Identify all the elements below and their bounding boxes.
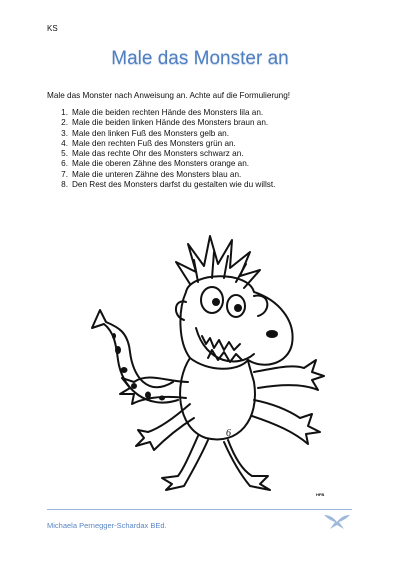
- task-text: Male die beiden linken Hände des Monsters braun an.: [72, 118, 269, 128]
- header-initials: KS: [47, 24, 58, 33]
- task-text: Male die unteren Zähne des Monsters blau an.: [72, 169, 242, 179]
- task-item: [47, 108, 275, 118]
- monster-upper-teeth: [202, 336, 240, 350]
- task-number: 6.: [61, 159, 68, 169]
- task-item: [47, 159, 275, 169]
- task-text: Male den linken Fuß des Monsters gelb an.: [72, 128, 230, 138]
- monster-eye-left: [201, 287, 223, 313]
- illustrator-signature: HFB: [316, 492, 325, 497]
- task-item: [47, 139, 275, 149]
- monster-illustration: [78, 232, 328, 494]
- task-number: 4.: [61, 138, 68, 148]
- task-text: Den Rest des Monsters darfst du gestalten wie du willst.: [72, 180, 276, 190]
- task-text: Male das rechte Ohr des Monsters schwarz an.: [72, 149, 244, 159]
- task-item: [47, 180, 275, 190]
- monster-hair: [176, 236, 260, 288]
- task-number: 3.: [61, 128, 68, 138]
- task-number: 7.: [61, 169, 68, 179]
- task-item: [47, 149, 275, 159]
- belly-number: 6: [226, 428, 231, 439]
- task-number: 1.: [61, 108, 68, 117]
- monster-mouth: [196, 328, 254, 361]
- task-text: Male die oberen Zähne des Monsters orange an.: [72, 159, 250, 169]
- task-item: [47, 118, 275, 128]
- page-title: Male das Monster an: [111, 48, 289, 69]
- footer-author: Michaela Pernegger-Schardax BEd.: [47, 521, 167, 530]
- task-number: 2.: [61, 118, 68, 128]
- footer-divider: [47, 509, 352, 510]
- task-text: Male die beiden rechten Hände des Monsters lila an.: [72, 108, 264, 117]
- task-text: Male den rechten Fuß des Monsters grün an.: [72, 138, 236, 148]
- footer-logo-icon: [322, 513, 352, 531]
- task-number: 8.: [61, 180, 68, 190]
- task-number: 5.: [61, 149, 68, 159]
- monster-body: [180, 358, 255, 439]
- monster-left-foot: [162, 436, 208, 490]
- monster-right-ear: [254, 295, 267, 316]
- task-list: [47, 108, 275, 190]
- task-item: [47, 129, 275, 139]
- monster-right-foot: [224, 440, 270, 490]
- instructions-intro: Male das Monster nach Anweisung an. Achte auf die Formulierung!: [47, 91, 291, 100]
- task-item: [47, 170, 275, 180]
